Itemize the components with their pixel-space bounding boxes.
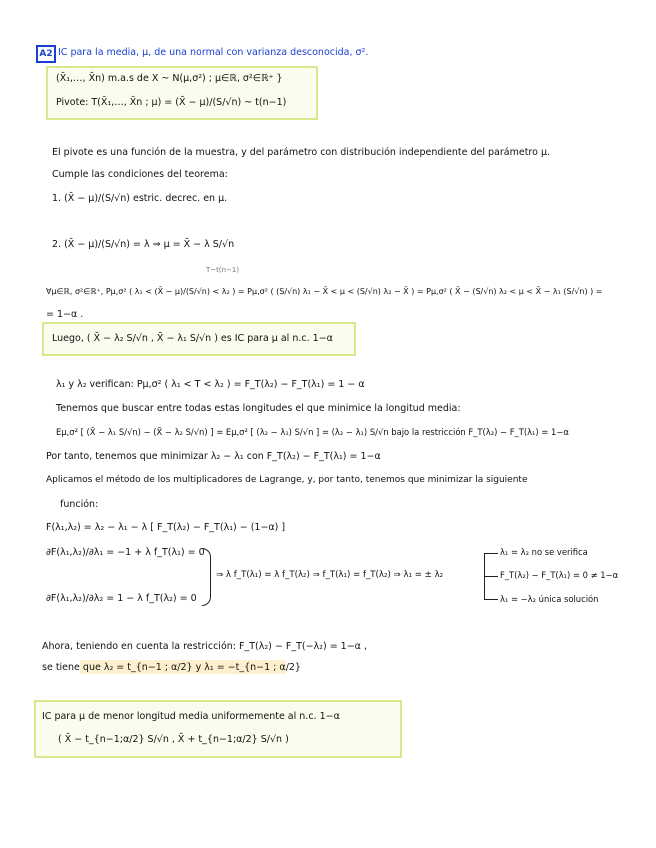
lagrange-function-label: función: (60, 499, 99, 510)
interval-conclusion: Luego, ( X̄ − λ₂ S/√n , X̄ − λ₁ S/√n ) es IC para μ al n.c. 1−α (52, 333, 333, 344)
case-equal-reason: F_T(λ₂) − F_T(λ₁) = 0 ≠ 1−α (500, 570, 619, 580)
minimize-statement: Por tanto, tenemos que minimizar λ₂ − λ₁ con F_T(λ₂) − F_T(λ₁) = 1−α (46, 451, 381, 462)
case-equal: λ₁ = λ₂ no se verifica (500, 547, 588, 557)
case-1-connector (484, 553, 498, 554)
lagrange-intro: Aplicamos el método de los multiplicadores de Lagrange, y, por tanto, tenemos que minimizar la siguiente (46, 475, 528, 485)
probability-result: = 1−α . (46, 309, 84, 320)
final-result-title: IC para μ de menor longitud media uniformemente al n.c. 1−α (42, 711, 340, 722)
case-2-connector (484, 576, 498, 577)
expected-length: Eμ,σ² [ (X̄ − λ₁ S/√n) − (X̄ − λ₂ S/√n) ] = Eμ,σ² [ (λ₂ − λ₁) S/√n ] = (λ₂ − λ₁) S/√n bajo la restricción F_T(λ₂) − F_T(λ₁) = 1−α (56, 427, 569, 437)
system-brace (202, 548, 211, 606)
final-confidence-interval: ( X̄ − t_{n−1;α/2} S/√n , X̄ + t_{n−1;α/2} S/√n ) (58, 734, 289, 745)
condition-2: 2. (X̄ − μ)/(S/√n) = λ ⇒ μ = X̄ − λ S/√n (52, 239, 235, 250)
lambda-result: se tiene que λ₂ = t_{n−1 ; α/2} y λ₁ = −t_{n−1 ; α/2} (42, 662, 301, 673)
section-title: IC para la media, μ, de una normal con varianza desconocida, σ². (58, 47, 369, 58)
pivot-statement: El pivote es una función de la muestra, y del parámetro con distribución independiente del parámetro μ. (52, 147, 551, 158)
partial-derivative-1: ∂F(λ₁,λ₂)/∂λ₁ = −1 + λ f_T(λ₁) = 0 (46, 547, 205, 558)
restriction-statement: Ahora, teniendo en cuenta la restricción: F_T(λ₂) − F_T(−λ₂) = 1−α , (42, 641, 367, 652)
lambda-condition: λ₁ y λ₂ verifican: Pμ,σ² ( λ₁ < T < λ₂ ) = F_T(λ₂) − F_T(λ₁) = 1 − α (56, 379, 365, 390)
derivative-implication: ⇒ λ f_T(λ₁) = λ f_T(λ₂) ⇒ f_T(λ₁) = f_T(λ₂) ⇒ λ₁ = ± λ₂ (216, 570, 444, 580)
condition-1: 1. (X̄ − μ)/(S/√n) estric. decrec. en μ. (52, 193, 228, 204)
final-result-box (34, 700, 402, 758)
minimize-intro: Tenemos que buscar entre todas estas longitudes el que minimice la longitud media: (56, 403, 461, 414)
partial-derivative-2: ∂F(λ₁,λ₂)/∂λ₂ = 1 − λ f_T(λ₂) = 0 (46, 593, 197, 604)
sample-definition: (X̄₁,…, X̄n) m.a.s de X ~ N(μ,σ²) ; μ∈ℝ, σ²∈ℝ⁺ } (56, 73, 283, 84)
pivot-definition: Pivote: T(X̄₁,…, X̄n ; μ) = (X̄ − μ)/(S/√n) ~ t(n−1) (56, 97, 287, 108)
exercise-number: A2 (36, 45, 56, 63)
case-3-connector (484, 599, 498, 600)
lagrange-function: F(λ₁,λ₂) = λ₂ − λ₁ − λ [ F_T(λ₂) − F_T(λ₁) − (1−α) ] (46, 522, 286, 533)
case-unique-solution: λ₁ = −λ₂ única solución (500, 594, 599, 604)
distribution-note: T~t(n−1) (206, 266, 240, 274)
probability-statement: ∀μ∈ℝ, σ²∈ℝ⁺, Pμ,σ² ( λ₁ < (X̄ − μ)/(S/√n) < λ₂ ) = Pμ,σ² ( (S/√n) λ₁ − X̄ < μ < (S/√n) λ₂ − X̄ ) = Pμ,σ² ( X̄ − (S/√n) λ₂ < μ < X̄ − λ₁ (S/√n) ) = (46, 287, 603, 296)
conditions-intro: Cumple las condiciones del teorema: (52, 169, 228, 180)
